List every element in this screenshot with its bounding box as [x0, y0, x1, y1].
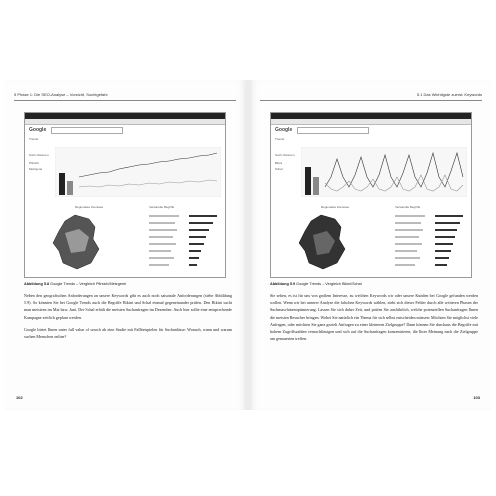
- page-number-left: 102: [16, 395, 23, 400]
- google-logo: Google: [275, 127, 293, 133]
- google-header: [25, 125, 225, 135]
- right-page: [250, 80, 492, 410]
- caption-number: Abbildung 5.8: [24, 282, 50, 286]
- germany-map-right: [291, 213, 361, 271]
- related-label: Verwandte Begriffe: [395, 205, 421, 209]
- trends-search-box: [51, 127, 123, 134]
- paragraph: Google bietet Ihnen unter full value of search ab eine Studie mit Fallbeispielen für Suchanlässe: Wonach, wann und warum suchen Menschen online?: [24, 326, 232, 340]
- term-1: Pfirsich: [29, 161, 39, 165]
- figure-caption-right: [270, 282, 478, 286]
- trend-chart-right: [301, 147, 467, 197]
- trends-label: Trends: [275, 137, 285, 141]
- related-terms-list-right: [395, 213, 465, 271]
- figure-caption-left: [24, 282, 232, 286]
- google-header: [271, 125, 471, 135]
- caption-text: Google Trends – Vergleich Bikini/Schal: [296, 282, 362, 286]
- running-head-left: 5 Phase 1: Die SEO-Analyse – Vorsicht, Suchtgefahr: [14, 92, 236, 101]
- trend-chart-left: [55, 147, 221, 197]
- paragraph: Sie sehen, es ist für uns von großem Interesse, zu welchen Keywords wir oder unsere Kunden bei Google gefunden werden wollen. Wenn wir bei unserer Analyse die falschen Keywords wählen, zieht sich dieser Fehler durch alle weiteren Phasen der Suchmaschinenoptimierung. Lassen Sie sich daher Zeit, und prüfen Sie ausführlich, welche potenziellen Suchanfragen Ihnen die meisten Besucher bringen. Wobei Sie natürlich ein Thema für sich selbst entscheiden müssen: Möchten Sie möglichst viele Anfragen, oder möchten Sie ganz gezielt Anfragen zu einer kleineren Zielgruppe? Dann können Sie durchaus die Begriffe mit hohem Zugriffszahlen vernachlässigen und sich auf die Suchanfragen konzentrieren, die Ihrer Meinung nach die Zielgruppe am genauesten treffen.: [270, 293, 478, 342]
- paragraph: Neben den geografischen Anforderungen an unsere Keywords gibt es auch noch saisonale Anforderungen (siehe Abbildung 5.9). So könnten Sie bei Google Trends auch die Begriffe Bikini und Schal einmal gegeneinander prüfen. Den Bikini sucht man meistens im Mai bzw. Juni. Der Schal erhält die meisten Suchanfragen im Dezember. Auch hier sollte eine entsprechende Kampagne zeitlich geplant werden.: [24, 293, 232, 320]
- trends-search-box: [297, 127, 369, 134]
- term-1: Bikini: [275, 161, 283, 165]
- caption-text: Google Trends – Vergleich Pfirsich/Metzgerei: [50, 282, 127, 286]
- google-logo: Google: [29, 127, 47, 133]
- body-text-left: [24, 292, 232, 345]
- screenshot-figure-right: [270, 112, 472, 278]
- screenshot-figure-left: [24, 112, 226, 278]
- left-page: [4, 80, 246, 410]
- page-number-right: 103: [473, 395, 480, 400]
- term-2: Metzgerei: [29, 167, 43, 171]
- related-label: Verwandte Begriffe: [149, 205, 175, 209]
- region-label: Regionales Interesse: [321, 205, 350, 209]
- running-head-right: 5.1 Das Wichtigste zuerst: Keywords: [260, 92, 482, 101]
- body-text-right: [270, 292, 478, 347]
- germany-map-left: [45, 213, 115, 271]
- term-2: Schal: [275, 167, 283, 171]
- compare-label: Such-Volumen: [29, 153, 49, 157]
- related-terms-list-left: [149, 213, 219, 271]
- compare-label: Such-Volumen: [275, 153, 295, 157]
- caption-number: Abbildung 5.9: [270, 282, 296, 286]
- region-label: Regionales Interesse: [75, 205, 104, 209]
- trends-label: Trends: [29, 137, 39, 141]
